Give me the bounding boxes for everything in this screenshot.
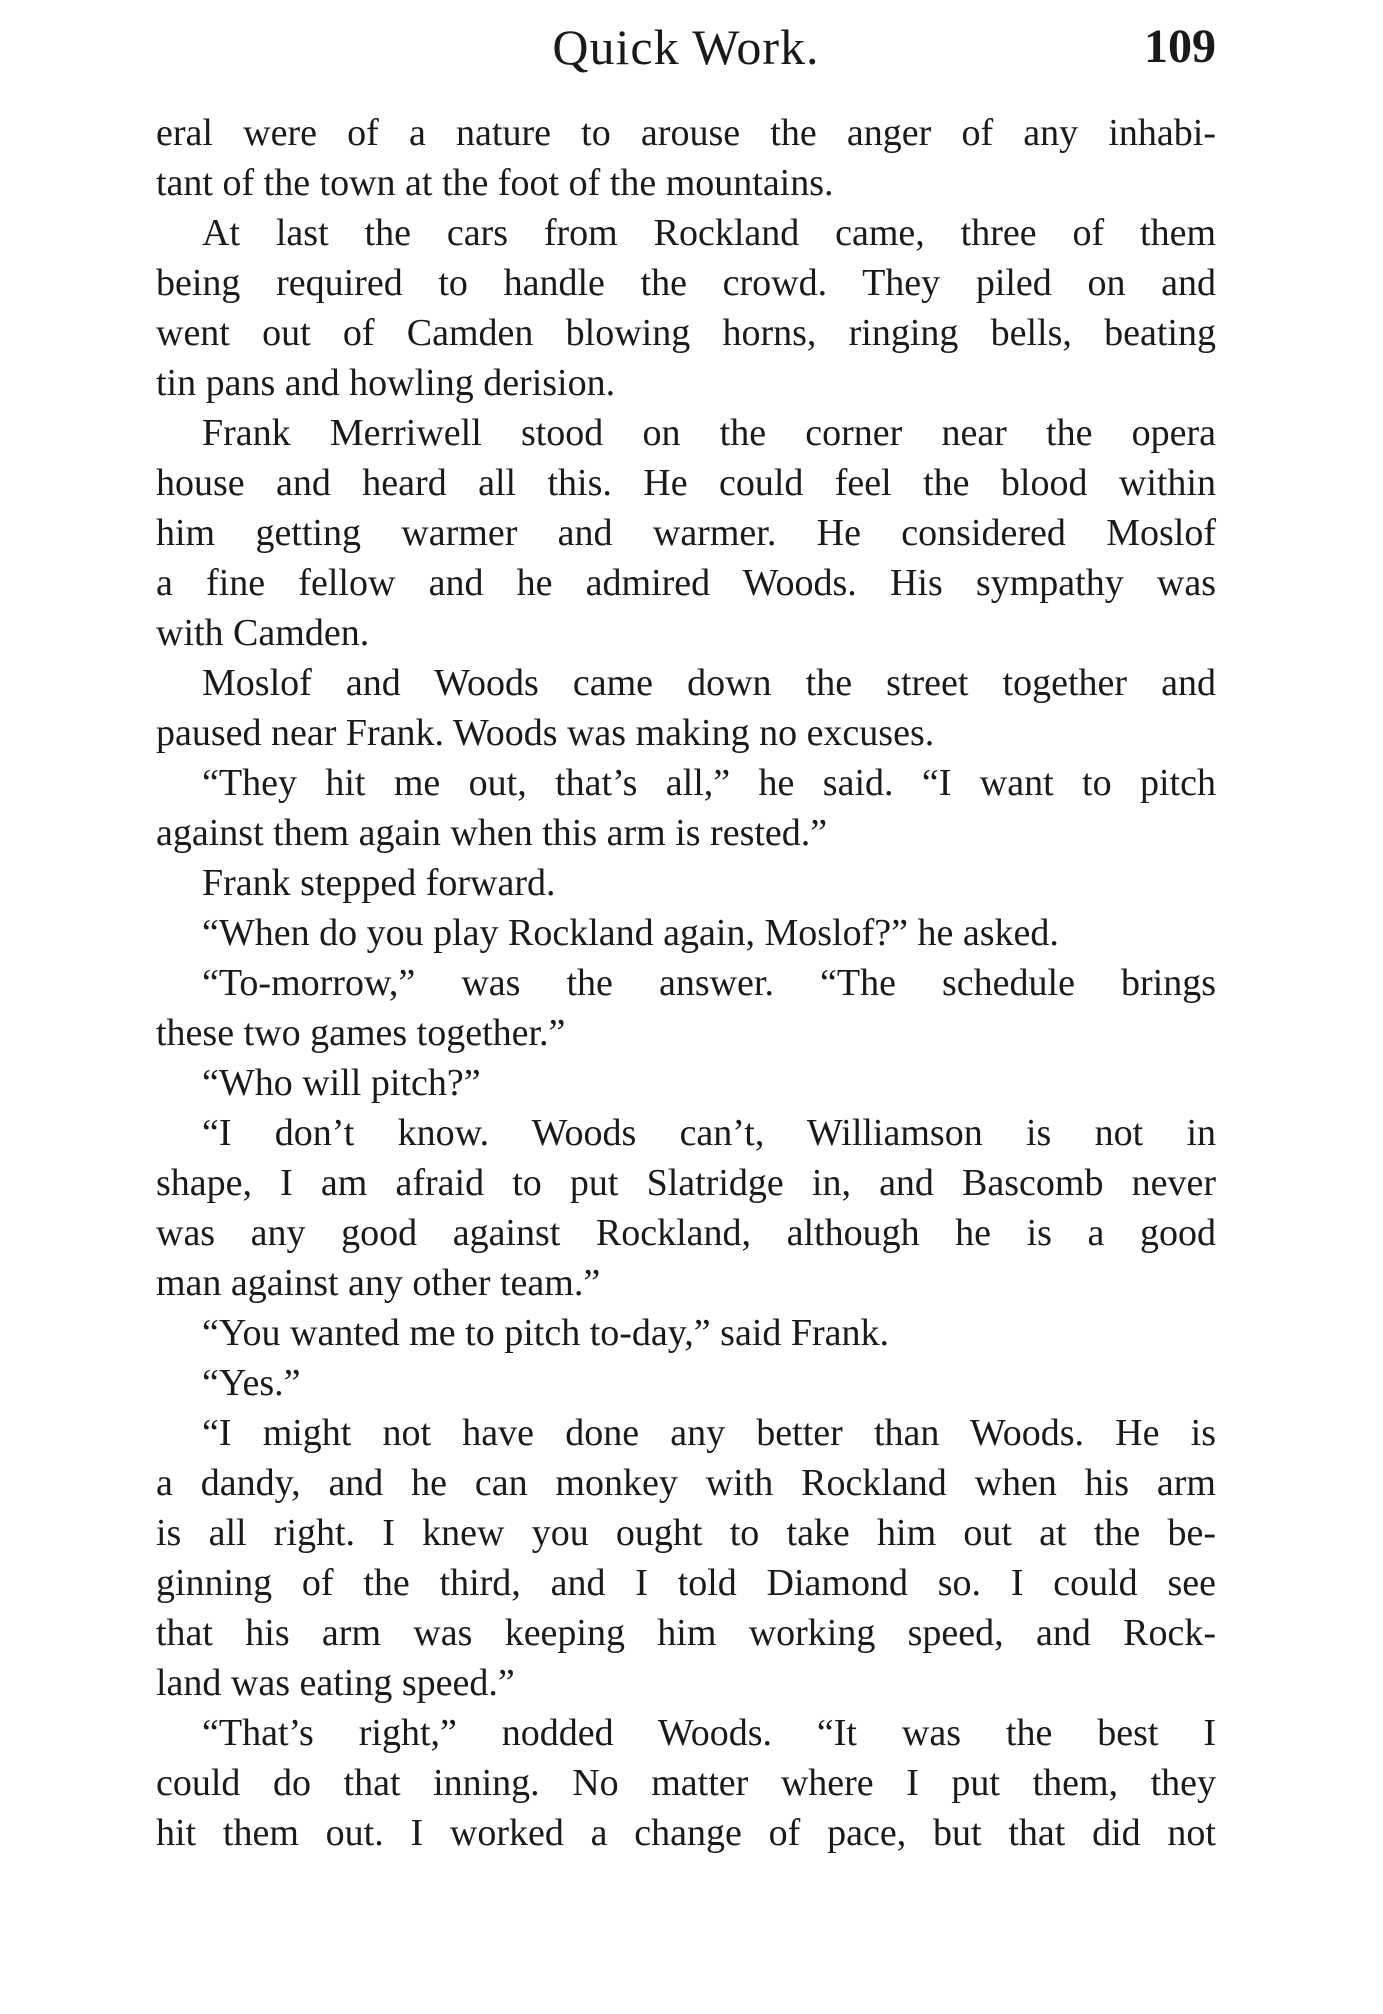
running-title: Quick Work. [552,19,820,75]
text-line: with Camden. [156,612,370,654]
text-line: Frank stepped forward. [202,862,556,904]
text-line: “That’s right,” nodded Woods. “It was the best I [202,1712,1216,1754]
text-line: “When do you play Rockland again, Moslof?” he asked. [202,912,1059,954]
text-line: a dandy, and he can monkey with Rockland when his arm [156,1462,1216,1504]
text-line: “I might not have done any better than Woods. He is [202,1412,1216,1454]
text-line: eral were of a nature to arouse the anger of any inhabi- [156,112,1216,154]
body-text [156,108,1216,1858]
text-line: these two games together.” [156,1012,566,1054]
text-line: man against any other team.” [156,1262,601,1304]
text-line: paused near Frank. Woods was making no excuses. [156,712,935,754]
text-line: him getting warmer and warmer. He considered Moslof [156,512,1216,554]
text-line: tin pans and howling derision. [156,362,616,404]
text-line: shape, I am afraid to put Slatridge in, and Bascomb never [156,1162,1216,1204]
text-line: land was eating speed.” [156,1662,515,1704]
text-line: “I don’t know. Woods can’t, Williamson is not in [202,1112,1216,1154]
page-number: 109 [1144,20,1216,73]
text-line: “They hit me out, that’s all,” he said. “I want to pitch [202,762,1216,804]
text-line: tant of the town at the foot of the mountains. [156,162,834,204]
text-line: “Who will pitch?” [202,1062,481,1104]
text-line: Frank Merriwell stood on the corner near the opera [202,412,1216,454]
text-line: At last the cars from Rockland came, three of them [202,212,1216,254]
text-line: went out of Camden blowing horns, ringing bells, beating [156,312,1216,354]
text-line: was any good against Rockland, although he is a good [156,1212,1216,1254]
text-line: a fine fellow and he admired Woods. His sympathy was [156,562,1216,604]
text-line: ginning of the third, and I told Diamond so. I could see [156,1562,1216,1604]
text-line: is all right. I knew you ought to take him out at the be- [156,1512,1216,1554]
text-line: that his arm was keeping him working speed, and Rock- [156,1612,1216,1654]
text-line: against them again when this arm is rested.” [156,812,828,854]
text-line: hit them out. I worked a change of pace, but that did not [156,1812,1216,1854]
text-line: “Yes.” [202,1362,301,1404]
text-line: being required to handle the crowd. They piled on and [156,262,1216,304]
running-head [156,12,1216,82]
text-line: “To-morrow,” was the answer. “The schedule brings [202,962,1216,1004]
text-line: house and heard all this. He could feel the blood within [156,462,1216,504]
text-line: could do that inning. No matter where I put them, they [156,1762,1216,1804]
text-line: “You wanted me to pitch to-day,” said Frank. [202,1312,890,1354]
text-line: Moslof and Woods came down the street together and [202,662,1216,704]
